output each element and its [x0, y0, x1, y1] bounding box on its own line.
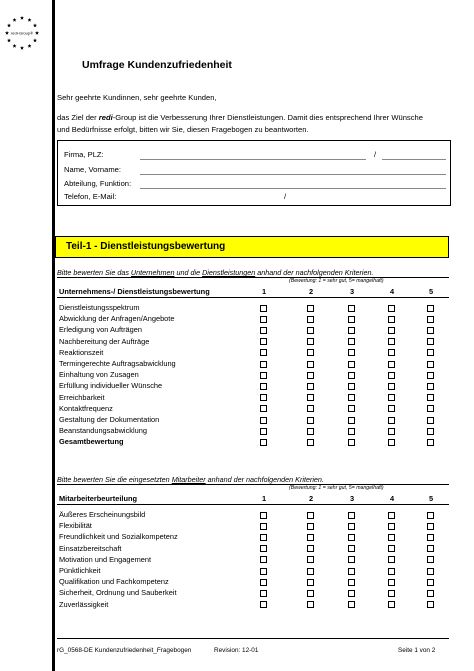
rating-checkbox-1[interactable]: [260, 568, 267, 575]
rating-header-4: 4: [389, 287, 395, 296]
rating-checkbox-4[interactable]: [388, 349, 395, 356]
rating-checkbox-2[interactable]: [307, 439, 314, 446]
rating-checkbox-3[interactable]: [348, 361, 355, 368]
rating-header-5: 5: [428, 287, 434, 296]
rating-checkbox-4[interactable]: [388, 428, 395, 435]
logo-text: redi-Group®: [10, 30, 34, 36]
criterion-label: Beanstandungsabwicklung: [59, 426, 147, 436]
label-company: Firma, PLZ:: [64, 150, 104, 159]
rating-table-services: [57, 268, 449, 453]
criterion-label: Erfüllung individueller Wünsche: [59, 381, 163, 391]
star-icon: [28, 44, 32, 48]
star-icon: [33, 38, 37, 42]
rating-checkbox-3[interactable]: [348, 316, 355, 323]
section-1-banner: [55, 236, 449, 258]
rating-header-5: 5: [428, 494, 434, 503]
rating-checkbox-1[interactable]: [260, 349, 267, 356]
criterion-label: Reaktionszeit: [59, 347, 104, 357]
rating-checkbox-4[interactable]: [388, 316, 395, 323]
rating-checkbox-5[interactable]: [427, 405, 434, 412]
rating-checkbox-4[interactable]: [388, 394, 395, 401]
criterion-label: Äußeres Erscheinungsbild: [59, 510, 146, 519]
rating-checkbox-4[interactable]: [388, 568, 395, 575]
rating-checkbox-3[interactable]: [348, 512, 355, 519]
rating-checkbox-4[interactable]: [388, 383, 395, 390]
criterion-label: Qualifikation und Fachkompetenz: [59, 577, 169, 587]
rating-checkbox-1[interactable]: [260, 361, 267, 368]
star-icon: [33, 23, 37, 27]
department-field[interactable]: [140, 188, 446, 189]
header-rule: [57, 297, 449, 298]
rating-checkbox-3[interactable]: [348, 327, 355, 334]
criterion-label: Dienstleistungsspektrum: [59, 303, 140, 312]
rating-checkbox-2[interactable]: [307, 383, 314, 390]
rating-header-3: 3: [349, 287, 355, 296]
star-icon: [28, 18, 32, 22]
contact-form: Firma, PLZ: / Name, Vorname: Abteilung, Funktion: Telefon, E-Mail: /: [57, 140, 451, 206]
rating-checkbox-3[interactable]: [348, 601, 355, 608]
rating-checkbox-5[interactable]: [427, 512, 434, 519]
rating-checkbox-5[interactable]: [427, 534, 434, 541]
rating-checkbox-5[interactable]: [427, 523, 434, 530]
rating-checkbox-5[interactable]: [427, 556, 434, 563]
rating-checkbox-5[interactable]: [427, 316, 434, 323]
rating-checkbox-3[interactable]: [348, 545, 355, 552]
rating-checkbox-1[interactable]: [260, 556, 267, 563]
greeting-text: Sehr geehrte Kundinnen, sehr geehrte Kunden,: [57, 93, 217, 102]
rating-checkbox-2[interactable]: [307, 417, 314, 424]
criterion-label: Pünktlichkeit: [59, 566, 101, 575]
rating-checkbox-5[interactable]: [427, 361, 434, 368]
rating-checkbox-3[interactable]: [348, 579, 355, 586]
criterion-label: Gestaltung der Dokumentation: [59, 415, 160, 424]
rating-checkbox-3[interactable]: [348, 439, 355, 446]
rating-checkbox-2[interactable]: [307, 405, 314, 412]
criterion-label: Gesamtbewertung: [59, 437, 124, 447]
star-icon: [13, 44, 17, 48]
page-title: Umfrage Kundenzufriedenheit: [82, 59, 232, 71]
rating-checkbox-2[interactable]: [307, 568, 314, 575]
rating-checkbox-1[interactable]: [260, 523, 267, 530]
rating-checkbox-5[interactable]: [427, 338, 434, 345]
criterion-label: Erledigung von Aufträgen: [59, 325, 142, 335]
rating-header-3: 3: [349, 494, 355, 503]
rating-checkbox-5[interactable]: [427, 439, 434, 446]
name-field[interactable]: [140, 174, 446, 175]
rating-checkbox-3[interactable]: [348, 405, 355, 412]
rating-checkbox-1[interactable]: [260, 601, 267, 608]
table-header: Mitarbeiterbeurteilung: [59, 494, 138, 503]
rating-checkbox-4[interactable]: [388, 305, 395, 312]
rating-checkbox-5[interactable]: [427, 383, 434, 390]
star-icon: [13, 18, 17, 22]
rating-checkbox-2[interactable]: [307, 349, 314, 356]
criterion-label: Nachbereitung der Aufträge: [59, 336, 150, 346]
rating-checkbox-1[interactable]: [260, 417, 267, 424]
instruction-text: Bitte bewerten Sie das Unternehmen und die Dienstleistungen anhand der nachfolgenden Kriterien.: [57, 268, 374, 277]
rating-checkbox-2[interactable]: [307, 534, 314, 541]
rating-checkbox-3[interactable]: [348, 383, 355, 390]
criterion-label: Erreichbarkeit: [59, 392, 105, 402]
rating-checkbox-1[interactable]: [260, 383, 267, 390]
rating-checkbox-3[interactable]: [348, 372, 355, 379]
criterion-label: Kontaktfrequenz: [59, 403, 113, 413]
rating-checkbox-1[interactable]: [260, 439, 267, 446]
criterion-label: Flexibilität: [59, 521, 92, 531]
zip-field[interactable]: [382, 159, 446, 160]
rating-checkbox-2[interactable]: [307, 523, 314, 530]
criterion-label: Freundlichkeit und Sozialkompetenz: [59, 532, 178, 542]
rating-checkbox-5[interactable]: [427, 327, 434, 334]
rating-checkbox-3[interactable]: [348, 534, 355, 541]
star-icon: [7, 23, 11, 27]
footer-rule: [57, 638, 449, 639]
rating-checkbox-2[interactable]: [307, 545, 314, 552]
criterion-label: Sicherheit, Ordnung und Sauberkeit: [59, 588, 177, 598]
rating-checkbox-3[interactable]: [348, 568, 355, 575]
label-name: Name, Vorname:: [64, 165, 121, 174]
rating-checkbox-1[interactable]: [260, 545, 267, 552]
rating-checkbox-2[interactable]: [307, 579, 314, 586]
criterion-label: Termingerechte Auftragsabwicklung: [59, 359, 176, 368]
rating-checkbox-5[interactable]: [427, 601, 434, 608]
criterion-label: Abwicklung der Anfragen/Angebote: [59, 314, 175, 324]
rating-checkbox-4[interactable]: [388, 361, 395, 368]
sidebar-strip: [0, 0, 55, 671]
star-icon: [35, 31, 39, 35]
rating-checkbox-3[interactable]: [348, 428, 355, 435]
rating-checkbox-3[interactable]: [348, 556, 355, 563]
criterion-label: Motivation und Engagement: [59, 554, 152, 564]
rating-checkbox-5[interactable]: [427, 590, 434, 597]
rating-checkbox-4[interactable]: [388, 417, 395, 424]
rating-checkbox-2[interactable]: [307, 590, 314, 597]
rating-checkbox-3[interactable]: [348, 394, 355, 401]
intro-line-1: das Ziel der redi-Group ist die Verbesserung Ihrer Dienstleistungen. Damit dies entsprechend Ihrer Wünsche: [57, 113, 423, 122]
rating-checkbox-5[interactable]: [427, 305, 434, 312]
brand-name: redi: [98, 113, 113, 122]
rating-checkbox-3[interactable]: [348, 590, 355, 597]
star-icon: [20, 46, 24, 50]
intro-line-2: und Bedürfnisse erfolgt, bitten wir Sie, diesen Fragebogen zu beantworten.: [57, 125, 309, 134]
rating-table-staff: [57, 475, 449, 615]
rating-checkbox-1[interactable]: [260, 338, 267, 345]
instruction-rule: [57, 484, 449, 485]
company-field[interactable]: [140, 159, 366, 160]
rating-checkbox-5[interactable]: [427, 349, 434, 356]
rating-checkbox-2[interactable]: [307, 428, 314, 435]
rating-header-2: 2: [308, 494, 314, 503]
rating-checkbox-2[interactable]: [307, 316, 314, 323]
instruction-text: Bitte bewerten Sie die eingesetzten Mitarbeiter anhand der nachfolgenden Kriterien.: [57, 475, 324, 484]
rating-header-1: 1: [261, 287, 267, 296]
rating-checkbox-1[interactable]: [260, 327, 267, 334]
rating-checkbox-5[interactable]: [427, 428, 434, 435]
rating-checkbox-2[interactable]: [307, 556, 314, 563]
rating-checkbox-4[interactable]: [388, 590, 395, 597]
rating-checkbox-3[interactable]: [348, 338, 355, 345]
rating-checkbox-1[interactable]: [260, 405, 267, 412]
rating-header-2: 2: [308, 287, 314, 296]
rating-checkbox-1[interactable]: [260, 512, 267, 519]
eu-stars-logo: [3, 14, 41, 52]
section-1-title: Teil-1 - Dienstleistungsbewertung: [66, 241, 226, 252]
star-icon: [20, 16, 24, 20]
criterion-label: Zuverlässigkeit: [59, 599, 109, 609]
rating-checkbox-5[interactable]: [427, 394, 434, 401]
rating-checkbox-4[interactable]: [388, 512, 395, 519]
rating-checkbox-5[interactable]: [427, 417, 434, 424]
rating-checkbox-2[interactable]: [307, 305, 314, 312]
rating-checkbox-1[interactable]: [260, 394, 267, 401]
rating-checkbox-2[interactable]: [307, 601, 314, 608]
instruction-rule: [57, 277, 449, 278]
rating-checkbox-3[interactable]: [348, 523, 355, 530]
rating-checkbox-3[interactable]: [348, 349, 355, 356]
rating-checkbox-4[interactable]: [388, 523, 395, 530]
rating-checkbox-2[interactable]: [307, 327, 314, 334]
rating-checkbox-5[interactable]: [427, 579, 434, 586]
rating-checkbox-2[interactable]: [307, 338, 314, 345]
footer-revision: Revision: 12-01: [214, 647, 259, 654]
scale-note: (Bewertung: 1 = sehr gut, 5= mangelhaft): [289, 485, 384, 491]
rating-checkbox-1[interactable]: [260, 428, 267, 435]
footer-doc: rG_0568-DE Kundenzufriedenheit_Fragebogen: [57, 647, 192, 654]
scale-note: (Bewertung: 1 = sehr gut, 5= mangelhaft): [289, 278, 384, 284]
star-icon: [5, 31, 9, 35]
rating-checkbox-2[interactable]: [307, 372, 314, 379]
rating-checkbox-5[interactable]: [427, 372, 434, 379]
rating-checkbox-5[interactable]: [427, 568, 434, 575]
rating-checkbox-1[interactable]: [260, 534, 267, 541]
rating-checkbox-5[interactable]: [427, 545, 434, 552]
rating-checkbox-4[interactable]: [388, 534, 395, 541]
rating-checkbox-1[interactable]: [260, 579, 267, 586]
rating-checkbox-3[interactable]: [348, 417, 355, 424]
rating-header-1: 1: [261, 494, 267, 503]
table-header: Unternehmens-/ Dienstleistungsbewertung: [59, 287, 210, 296]
criterion-label: Einhaltung von Zusagen: [59, 370, 139, 380]
rating-checkbox-4[interactable]: [388, 545, 395, 552]
rating-header-4: 4: [389, 494, 395, 503]
header-rule: [57, 504, 449, 505]
rating-checkbox-4[interactable]: [388, 327, 395, 334]
rating-checkbox-4[interactable]: [388, 439, 395, 446]
rating-checkbox-2[interactable]: [307, 394, 314, 401]
rating-checkbox-4[interactable]: [388, 579, 395, 586]
label-department: Abteilung, Funktion:: [64, 179, 132, 188]
footer-page: Seite 1 von 2: [398, 647, 436, 654]
rating-checkbox-2[interactable]: [307, 512, 314, 519]
rating-checkbox-4[interactable]: [388, 372, 395, 379]
rating-checkbox-4[interactable]: [388, 556, 395, 563]
rating-checkbox-1[interactable]: [260, 316, 267, 323]
rating-checkbox-2[interactable]: [307, 361, 314, 368]
rating-checkbox-1[interactable]: [260, 305, 267, 312]
rating-checkbox-1[interactable]: [260, 372, 267, 379]
rating-checkbox-4[interactable]: [388, 601, 395, 608]
criterion-label: Einsatzbereitschaft: [59, 543, 122, 553]
rating-checkbox-3[interactable]: [348, 305, 355, 312]
star-icon: [7, 38, 11, 42]
rating-checkbox-4[interactable]: [388, 338, 395, 345]
label-phone: Telefon, E-Mail:: [64, 192, 117, 201]
rating-checkbox-4[interactable]: [388, 405, 395, 412]
rating-checkbox-1[interactable]: [260, 590, 267, 597]
